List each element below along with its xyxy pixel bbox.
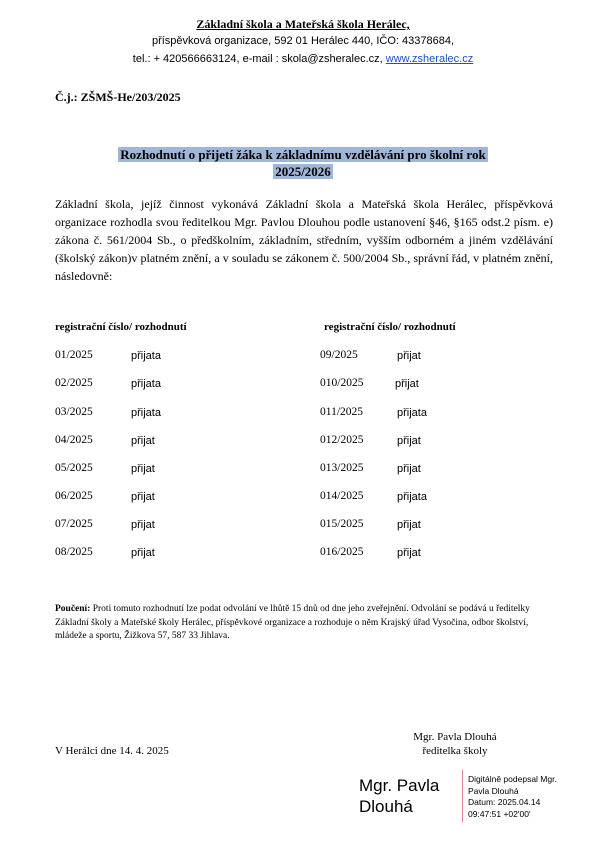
left-row-reg: 03/2025	[55, 406, 93, 418]
website-link[interactable]: www.zsheralec.cz	[385, 53, 474, 65]
left-row-reg: 07/2025	[55, 518, 93, 530]
right-row-decision: přijat	[397, 547, 421, 559]
title-line-2: 2025/2026	[275, 164, 331, 179]
digital-signature-details	[468, 774, 557, 820]
left-row-reg: 08/2025	[55, 546, 93, 558]
left-table-header: registrační číslo/ rozhodnutí	[55, 321, 187, 333]
right-row-decision: přijat	[397, 435, 421, 447]
right-row-reg: 013/2025	[320, 462, 364, 474]
left-row-decision: přijat	[131, 519, 155, 531]
school-name: Základní škola a Mateřská škola Herálec,	[196, 17, 410, 31]
left-row-reg: 04/2025	[55, 434, 93, 446]
right-row-reg: 09/2025	[320, 349, 358, 361]
left-row-decision: přijat	[131, 547, 155, 559]
right-row-reg: 012/2025	[320, 434, 364, 446]
left-row-decision: přijata	[131, 407, 161, 419]
signature-detail-line: Digitálně podepsal Mgr.	[468, 774, 557, 784]
right-row-decision: přijat	[397, 463, 421, 475]
organization-line: příspěvková organizace, 592 01 Herálec 440, IČO: 43378684,	[151, 35, 455, 47]
signature-divider	[462, 770, 463, 822]
right-row-decision: přijat	[395, 378, 419, 390]
title-line-1: Rozhodnutí o přijetí žáka k základnímu vzdělávání pro školní rok	[120, 147, 486, 162]
contact-text: tel.: + 420566663124, e-mail : skola@zsheralec.cz,	[132, 53, 386, 65]
signature-detail-line: Datum: 2025.04.14	[468, 797, 541, 807]
notice-label: Poučení:	[55, 604, 91, 614]
appeal-notice	[55, 603, 553, 644]
left-row-reg: 06/2025	[55, 490, 93, 502]
digital-signature-name	[359, 775, 439, 817]
right-row-reg: 016/2025	[320, 546, 364, 558]
reference-number: Č.j.: ZŠMŠ-He/203/2025	[55, 90, 181, 104]
right-row-reg: 010/2025	[320, 377, 364, 389]
right-row-reg: 015/2025	[320, 518, 364, 530]
left-row-decision: přijat	[131, 463, 155, 475]
left-row-reg: 05/2025	[55, 462, 93, 474]
place-and-date: V Herálci dne 14. 4. 2025	[55, 745, 169, 757]
left-row-decision: přijat	[131, 435, 155, 447]
left-row-decision: přijata	[131, 378, 161, 390]
right-row-decision: přijata	[397, 491, 427, 503]
right-row-decision: přijat	[397, 350, 421, 362]
signature-detail-line: Pavla Dlouhá	[468, 785, 519, 796]
left-row-reg: 01/2025	[55, 349, 93, 361]
left-row-reg: 02/2025	[55, 377, 93, 389]
right-row-decision: přijata	[397, 407, 427, 419]
left-row-decision: přijat	[131, 491, 155, 503]
contact-line	[0, 53, 606, 65]
left-row-decision: přijata	[131, 350, 161, 362]
right-row-reg: 014/2025	[320, 490, 364, 502]
signature-detail-line: 09:47:51 +02'00'	[468, 808, 531, 819]
intro-paragraph: Základní škola, jejíž činnost vykonává Základní škola a Mateřská škola Herálec, příspěvková organizace rozhodla svou ředitelkou Mgr. Pavlou Dlouhou podle ustanovení §46, §165 odst.2 písm. e) zákona č. 561/2004 Sb., o předškolním, základním, středním, vyšším odborném a jiném vzdělávání (školský zákon)v platném znění, a v souladu se zákonem č. 500/2004 Sb., správní řád, v platném znění, následovně:	[55, 197, 553, 283]
document-title	[0, 146, 606, 180]
right-table-header: registrační číslo/ rozhodnutí	[324, 321, 456, 333]
signature-name-line-1: Mgr. Pavla	[359, 776, 440, 795]
right-row-reg: 011/2025	[320, 406, 364, 418]
signer-role: ředitelka školy	[422, 745, 488, 757]
signature-name-line-2: Dlouhá	[359, 797, 413, 816]
right-row-decision: přijat	[397, 519, 421, 531]
notice-text: Proti tomuto rozhodnutí lze podat odvolání ve lhůtě 15 dnů od dne jeho zveřejnění. Odvolání se podává u ředitelky Základní školy a Mateřské školy Herálec, příspěvkové organizace a rozhoduje o něm Krajský úřad Vysočina, odbor školství, mládeže a sportu, Žižkova 57, 587 33 Jihlava.	[55, 604, 530, 641]
signer-name: Mgr. Pavla Dlouhá	[413, 731, 497, 743]
